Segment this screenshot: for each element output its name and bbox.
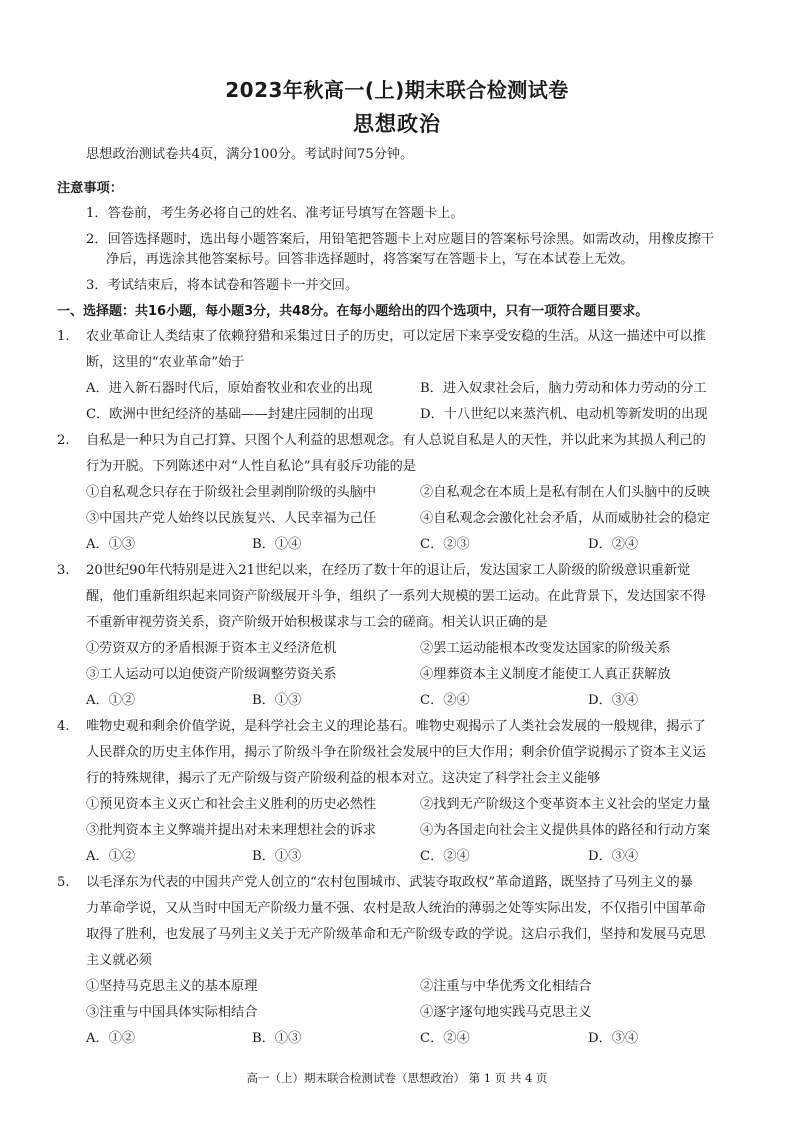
choice-d: D．②④: [588, 537, 639, 552]
question-stem: 农业革命让人类结束了依赖狩猎和采集过日子的历史，可以定居下来享受安稳的生活。从这一描述中可以推: [86, 329, 706, 344]
statement-3: ③工人运动可以迫使资产阶级调整劳资关系: [86, 667, 337, 682]
choice-c: C．②③: [420, 537, 470, 552]
statement-4: ④埋葬资本主义制度才能使工人真正获解放: [420, 667, 671, 682]
statement-1: ①坚持马克思主义的基本原理: [86, 979, 258, 994]
exam-title: 2023年秋高一(上)期末联合检测试卷: [225, 78, 569, 102]
statement-3: ③注重与中国具体实际相结合: [86, 1005, 258, 1020]
choice-d: D．③④: [588, 849, 639, 864]
question-stem: 以毛泽东为代表的中国共产党人创立的“农村包围城市、武装夺取政权”革命道路，既坚持了马列主义的暴: [86, 875, 693, 890]
choice-c: C．②④: [420, 693, 470, 708]
question-stem: 行为开脱。下列陈述中对“人性自私论”具有驳斥功能的是: [86, 459, 416, 474]
question-stem: 力革命学说，又从当时中国无产阶级力量不强、农村是敌人统治的薄弱之处等实际出发，不仅指引中国革命: [86, 901, 706, 916]
question-number: 1.: [57, 329, 70, 344]
question-number: 4.: [57, 719, 70, 734]
option-b: B．进入奴隶社会后，脑力劳动和体力劳动的分工: [420, 381, 707, 396]
option-d: D．十八世纪以来蒸汽机、电动机等新发明的出现: [420, 407, 708, 422]
notice-item: 净后，再选涂其他答案标号。回答非选择题时，将答案写在答题卡上，写在本试卷上无效。: [106, 252, 634, 267]
choice-c: C．②④: [420, 849, 470, 864]
choice-d: D．③④: [588, 693, 639, 708]
question-stem: 断，这里的“农业革命”始于: [86, 355, 245, 370]
statement-1: ①预见资本主义灭亡和社会主义胜利的历史必然性: [86, 797, 377, 812]
question-stem: 醒，他们重新组织起来同资产阶级展开斗争，组织了一系列大规模的罢工运动。在此背景下，发达国家不得: [86, 589, 706, 604]
choice-b: B．①③: [252, 849, 302, 864]
choice-b: B．①③: [252, 693, 302, 708]
option-c: C．欧洲中世纪经济的基础——封建庄园制的出现: [86, 407, 374, 422]
notice-item: 2．回答选择题时，选出每小题答案后，用铅笔把答题卡上对应题目的答案标号涂黑。如需改动，用橡皮擦干: [86, 232, 715, 247]
question-stem: 唯物史观和剩余价值学说，是科学社会主义的理论基石。唯物史观揭示了人类社会发展的一般规律，揭示了: [86, 719, 706, 734]
question-stem: 不重新审视劳资关系，资产阶级开始积极谋求与工会的磋商。相关认识正确的是: [86, 615, 548, 630]
statement-2: ②找到无产阶级这个变革资本主义社会的坚定力量: [420, 797, 711, 812]
notice-item: 3．考试结束后，将本试卷和答题卡一并交回。: [86, 278, 359, 293]
question-stem: 人民群众的历史主体作用，揭示了阶级斗争在阶级社会发展中的巨大作用；剩余价值学说揭示了资本主义运: [86, 745, 706, 760]
statement-4: ④自私观念会激化社会矛盾，从而威胁社会的稳定: [420, 511, 711, 526]
question-stem: 自私是一种只为自己打算、只图个人利益的思想观念。有人总说自私是人的天性，并以此来为其损人利己的: [86, 433, 706, 448]
statement-4: ④逐字逐句地实践马克思主义: [420, 1005, 592, 1020]
question-stem: 20世纪90年代特别是进入21世纪以来，在经历了数十年的退让后，发达国家工人阶级的阶级意识重新觉: [86, 563, 691, 578]
choice-b: B．①④: [252, 537, 302, 552]
question-stem: 取得了胜利，也发展了马列主义关于无产阶级革命和无产阶级专政的学说。这启示我们，坚持和发展马克思: [86, 927, 706, 942]
choice-a: A．①③: [86, 537, 136, 552]
statement-2: ②注重与中华优秀文化相结合: [420, 979, 592, 994]
notice-item: 1．答卷前，考生务必将自己的姓名、准考证号填写在答题卡上。: [86, 206, 464, 221]
choice-c: C．②④: [420, 1031, 470, 1046]
question-stem: 行的特殊规律，揭示了无产阶级与资产阶级利益的根本对立。这决定了科学社会主义能够: [86, 771, 601, 786]
choice-d: D．③④: [588, 1031, 639, 1046]
statement-1: ①劳资双方的矛盾根源于资本主义经济危机: [86, 641, 337, 656]
statement-1: ①自私观念只存在于阶级社会里剥削阶级的头脑中: [86, 485, 377, 500]
option-a: A．进入新石器时代后，原始畜牧业和农业的出现: [86, 381, 373, 396]
choice-a: A．①②: [86, 849, 136, 864]
statement-2: ②罢工运动能根本改变发达国家的阶级关系: [420, 641, 671, 656]
choice-a: A．①②: [86, 1031, 136, 1046]
choice-b: B．①③: [252, 1031, 302, 1046]
statement-3: ③中国共产党人始终以民族复兴、人民幸福为己任: [86, 511, 377, 526]
exam-intro: 思想政治测试卷共4页，满分100分。考试时间75分钟。: [86, 147, 414, 162]
choice-a: A．①②: [86, 693, 136, 708]
statement-2: ②自私观念在本质上是私有制在人们头脑中的反映: [420, 485, 711, 500]
question-number: 5.: [57, 875, 70, 890]
subject-title: 思想政治: [353, 112, 441, 136]
question-number: 3.: [57, 563, 70, 578]
question-stem: 主义就必须: [86, 953, 152, 968]
notice-heading: 注意事项：: [57, 181, 123, 196]
statement-3: ③批判资本主义弊端并提出对未来理想社会的诉求: [86, 823, 377, 838]
page-footer: 高一（上）期末联合检测试卷（思想政治） 第 1 页 共 4 页: [246, 1071, 548, 1085]
question-number: 2.: [57, 433, 70, 448]
statement-4: ④为各国走向社会主义提供具体的路径和行动方案: [420, 823, 711, 838]
section-heading: 一、选择题：共16小题，每小题3分，共48分。在每小题给出的四个选项中，只有一项符合题目要求。: [57, 304, 649, 319]
